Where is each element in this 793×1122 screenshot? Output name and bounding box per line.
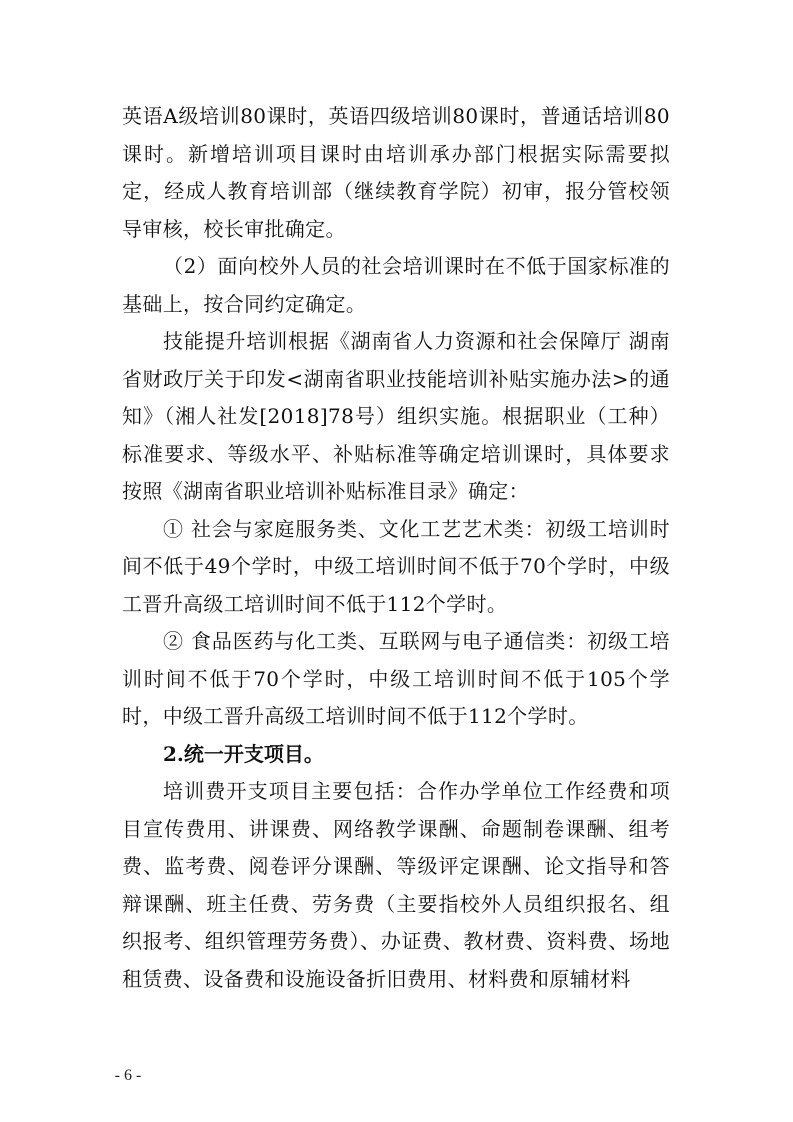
paragraph-skill-upgrade: 技能提升培训根据《湖南省人力资源和社会保障厅 湖南省财政厅关于印发<湖南省职业技能培训补贴实施办法>的通知》（湘人社发[2018]78号）组织实施。根据职业（工种）标准要求、等级水平、补贴标准等确定培训课时，具体要求按照《湖南省职业培训补贴标准目录》确定： xyxy=(122,329,670,503)
paragraph-expense-items: 培训费开支项目主要包括：合作办学单位工作经费和项目宣传费用、讲课费、网络教学课酬、命题制卷课酬、组考费、监考费、阅卷评分课酬、等级评定课酬、论文指导和答辩课酬、班主任费、劳务费（主要指校外人员组织报名、组织报考、组织管理劳务费）、办证费、教材费、资料费、场地租赁费、设备费和设施设备折旧费用、材料费和原辅材料 xyxy=(122,779,670,991)
paragraph-training-hours: 英语A级培训80课时，英语四级培训80课时，普通话培训80课时。新增培训项目课时由培训承办部门根据实际需要拟定，经成人教育培训部（继续教育学院）初审，报分管校领导审核，校长审批确定。 xyxy=(122,104,670,241)
paragraph-external-training: （2）面向校外人员的社会培训课时在不低于国家标准的基础上，按合同约定确定。 xyxy=(122,254,670,316)
paragraph-item-1: ① 社会与家庭服务类、文化工艺艺术类：初级工培训时间不低于49个学时，中级工培训时间不低于70个学时，中级工晋升高级工培训时间不低于112个学时。 xyxy=(122,516,670,616)
page-number: - 6 - xyxy=(114,1067,142,1084)
document-body xyxy=(122,98,670,998)
section-heading: 2.统一开支项目。 xyxy=(163,741,324,766)
paragraph-item-2: ② 食品医药与化工类、互联网与电子通信类：初级工培训时间不低于70个学时，中级工培训时间不低于105个学时，中级工晋升高级工培训时间不低于112个学时。 xyxy=(122,629,670,728)
